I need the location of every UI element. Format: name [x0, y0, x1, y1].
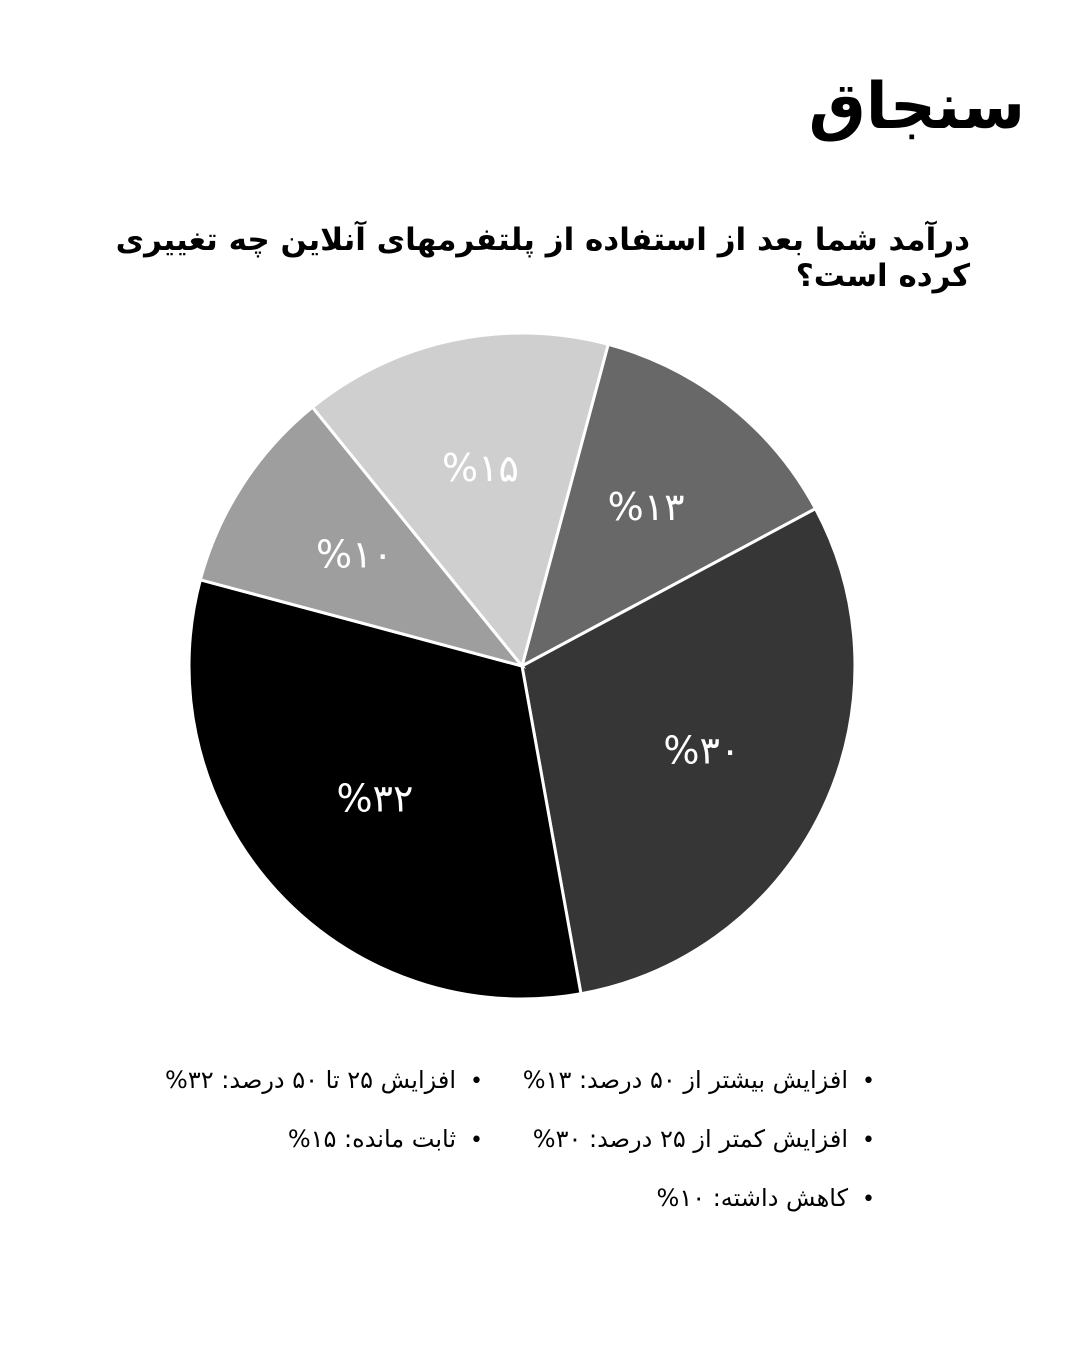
pie-slice-label-3: %۱۰ — [315, 532, 393, 577]
legend-item-25-to-50 — [165, 1066, 483, 1094]
legend-item-less-than-25 — [533, 1125, 875, 1153]
brand-logo-text: سنجاق — [808, 70, 1025, 144]
legend-bullet: • — [470, 1128, 483, 1153]
legend-bullet: • — [470, 1069, 483, 1094]
legend-bullet: • — [862, 1187, 875, 1212]
pie-slice-label-0: %۱۳ — [607, 484, 685, 529]
legend-item-unchanged — [288, 1125, 483, 1153]
chart-title: درآمد شما بعد از استفاده از پلتفرمهای آنلاین چه تغییری کرده است؟ — [115, 222, 970, 294]
pie-slice-label-1: %۳۰ — [663, 728, 741, 773]
legend-text: کاهش داشته: ۱۰% — [656, 1184, 849, 1212]
legend-item-decreased — [657, 1184, 876, 1212]
legend-text: افزایش بیشتر از ۵۰ درصد: ۱۳% — [522, 1066, 849, 1094]
legend-item-more-than-50 — [523, 1066, 875, 1094]
legend-bullet: • — [862, 1128, 875, 1153]
legend-text: افزایش کمتر از ۲۵ درصد: ۳۰% — [532, 1125, 849, 1153]
legend-bullet: • — [862, 1069, 875, 1094]
pie-slice-label-4: %۱۵ — [441, 446, 519, 491]
legend-text: افزایش ۲۵ تا ۵۰ درصد: ۳۲% — [165, 1066, 457, 1094]
pie-slice-label-2: %۳۲ — [336, 776, 414, 821]
legend-text: ثابت مانده: ۱۵% — [287, 1125, 457, 1153]
